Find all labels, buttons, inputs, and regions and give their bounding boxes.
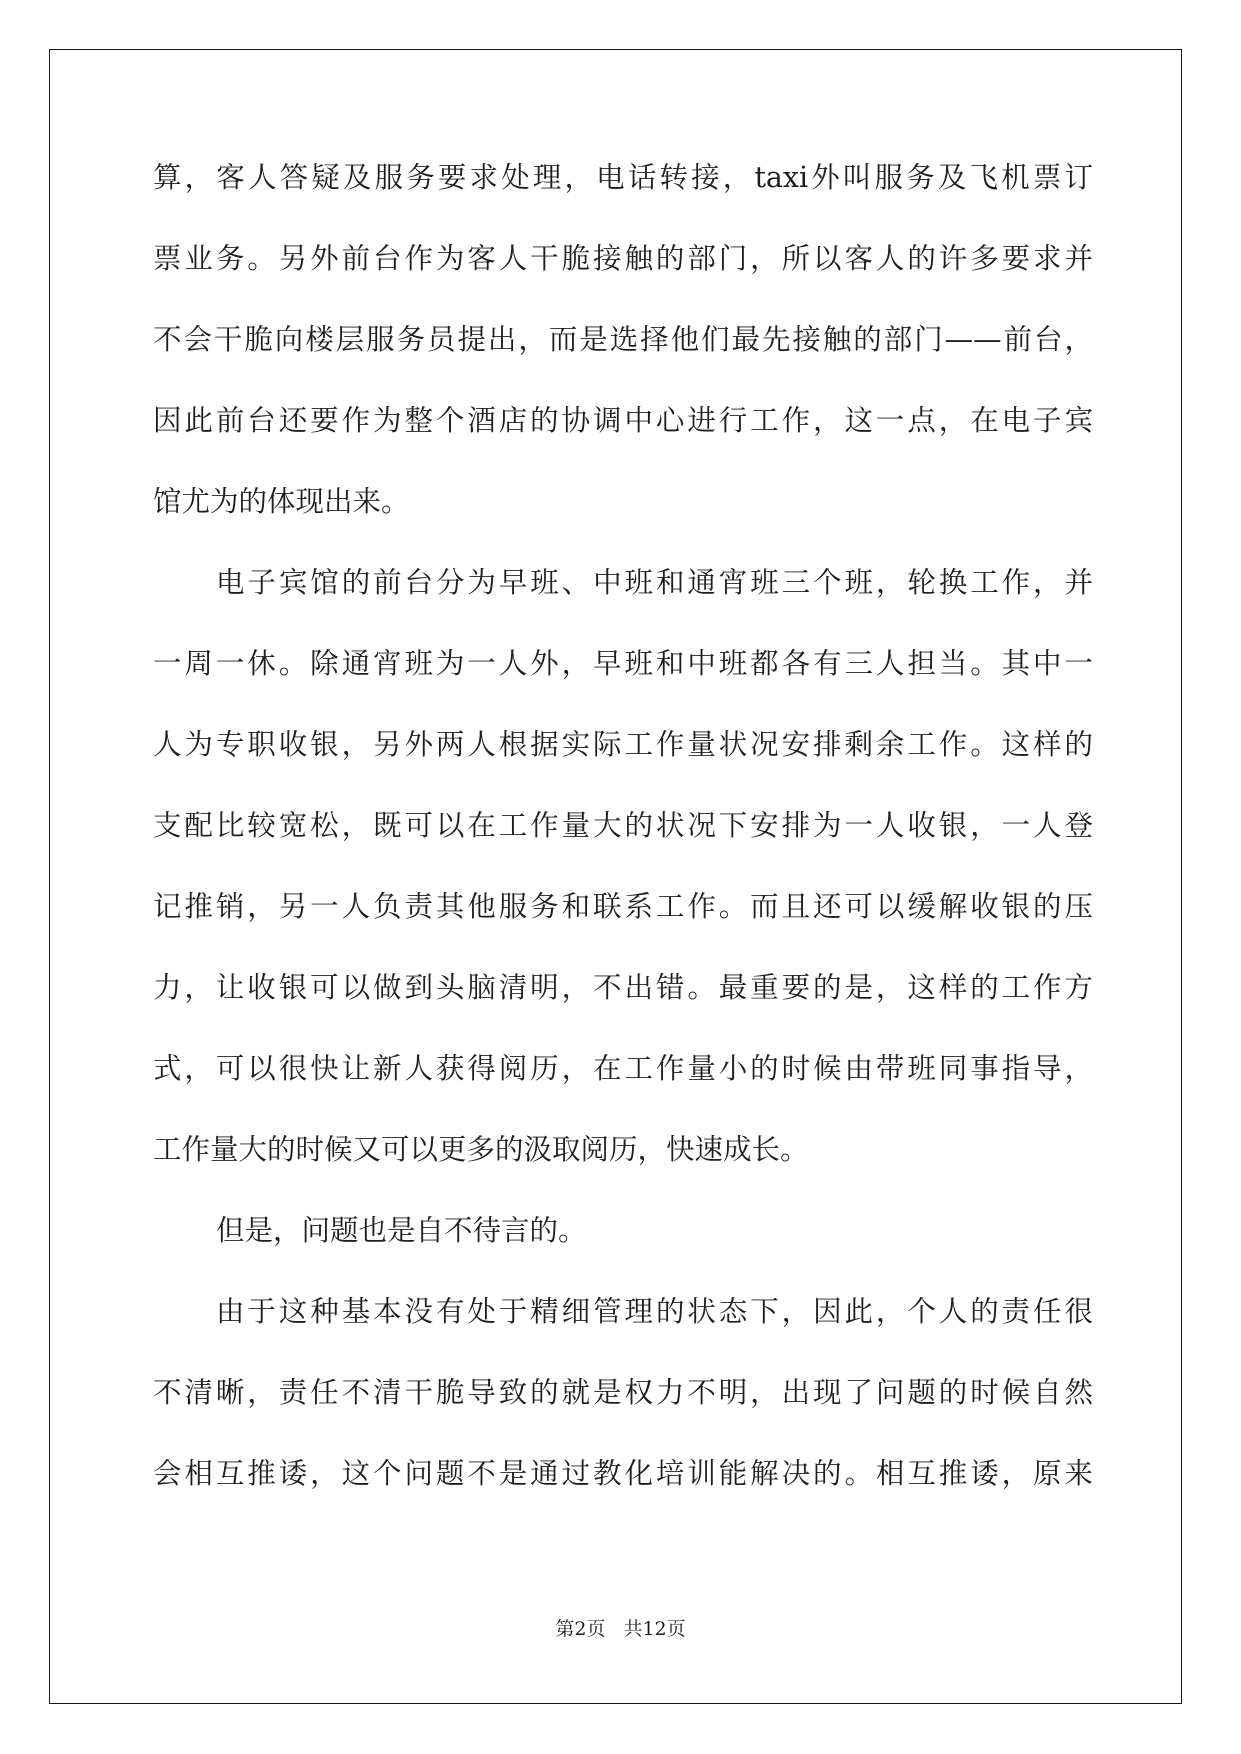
page-number: 第2页 (555, 1618, 606, 1640)
text-line: 因此前台还要作为整个酒店的协调中心进行工作，这一点，在电子宾 (153, 404, 1093, 437)
page-total: 共12页 (623, 1618, 686, 1640)
text-line: 工作量大的时候又可以更多的汲取阅历，快速成长。 (153, 1133, 809, 1166)
text-line: 馆尤为的体现出来。 (153, 485, 410, 518)
text-line: 电子宾馆的前台分为早班、中班和通宵班三个班，轮换工作，并 (216, 566, 1093, 599)
text-line: 不会干脆向楼层服务员提出，而是选择他们最先接触的部门——前台， (153, 323, 1093, 356)
text-line: 会相互推诿，这个问题不是通过教化培训能解决的。相互推诿，原来 (153, 1457, 1093, 1490)
text-line: 人为专职收银，另外两人根据实际工作量状况安排剩余工作。这样的 (153, 728, 1093, 761)
text-line: 记推销，另一人负责其他服务和联系工作。而且还可以缓解收银的压 (153, 890, 1093, 923)
text-line: 票业务。另外前台作为客人干脆接触的部门，所以客人的许多要求并 (153, 242, 1093, 275)
text-line: 式，可以很快让新人获得阅历，在工作量小的时候由带班同事指导， (153, 1052, 1093, 1085)
text-line: 由于这种基本没有处于精细管理的状态下，因此，个人的责任很 (216, 1295, 1093, 1328)
text-line: 力，让收银可以做到头脑清明，不出错。最重要的是，这样的工作方 (153, 971, 1093, 1004)
text-line: 一周一休。除通宵班为一人外，早班和中班都各有三人担当。其中一 (153, 647, 1093, 680)
document-body (153, 160, 1093, 1537)
text-line: 不清晰，责任不清干脆导致的就是权力不明，出现了问题的时候自然 (153, 1376, 1093, 1409)
text-line: 支配比较宽松，既可以在工作量大的状况下安排为一人收银，一人登 (153, 809, 1093, 842)
page-footer (0, 1614, 1241, 1641)
text-line: 算，客人答疑及服务要求处理，电话转接，taxi外叫服务及飞机票订 (153, 161, 1093, 194)
text-line: 但是，问题也是自不待言的。 (216, 1214, 587, 1247)
